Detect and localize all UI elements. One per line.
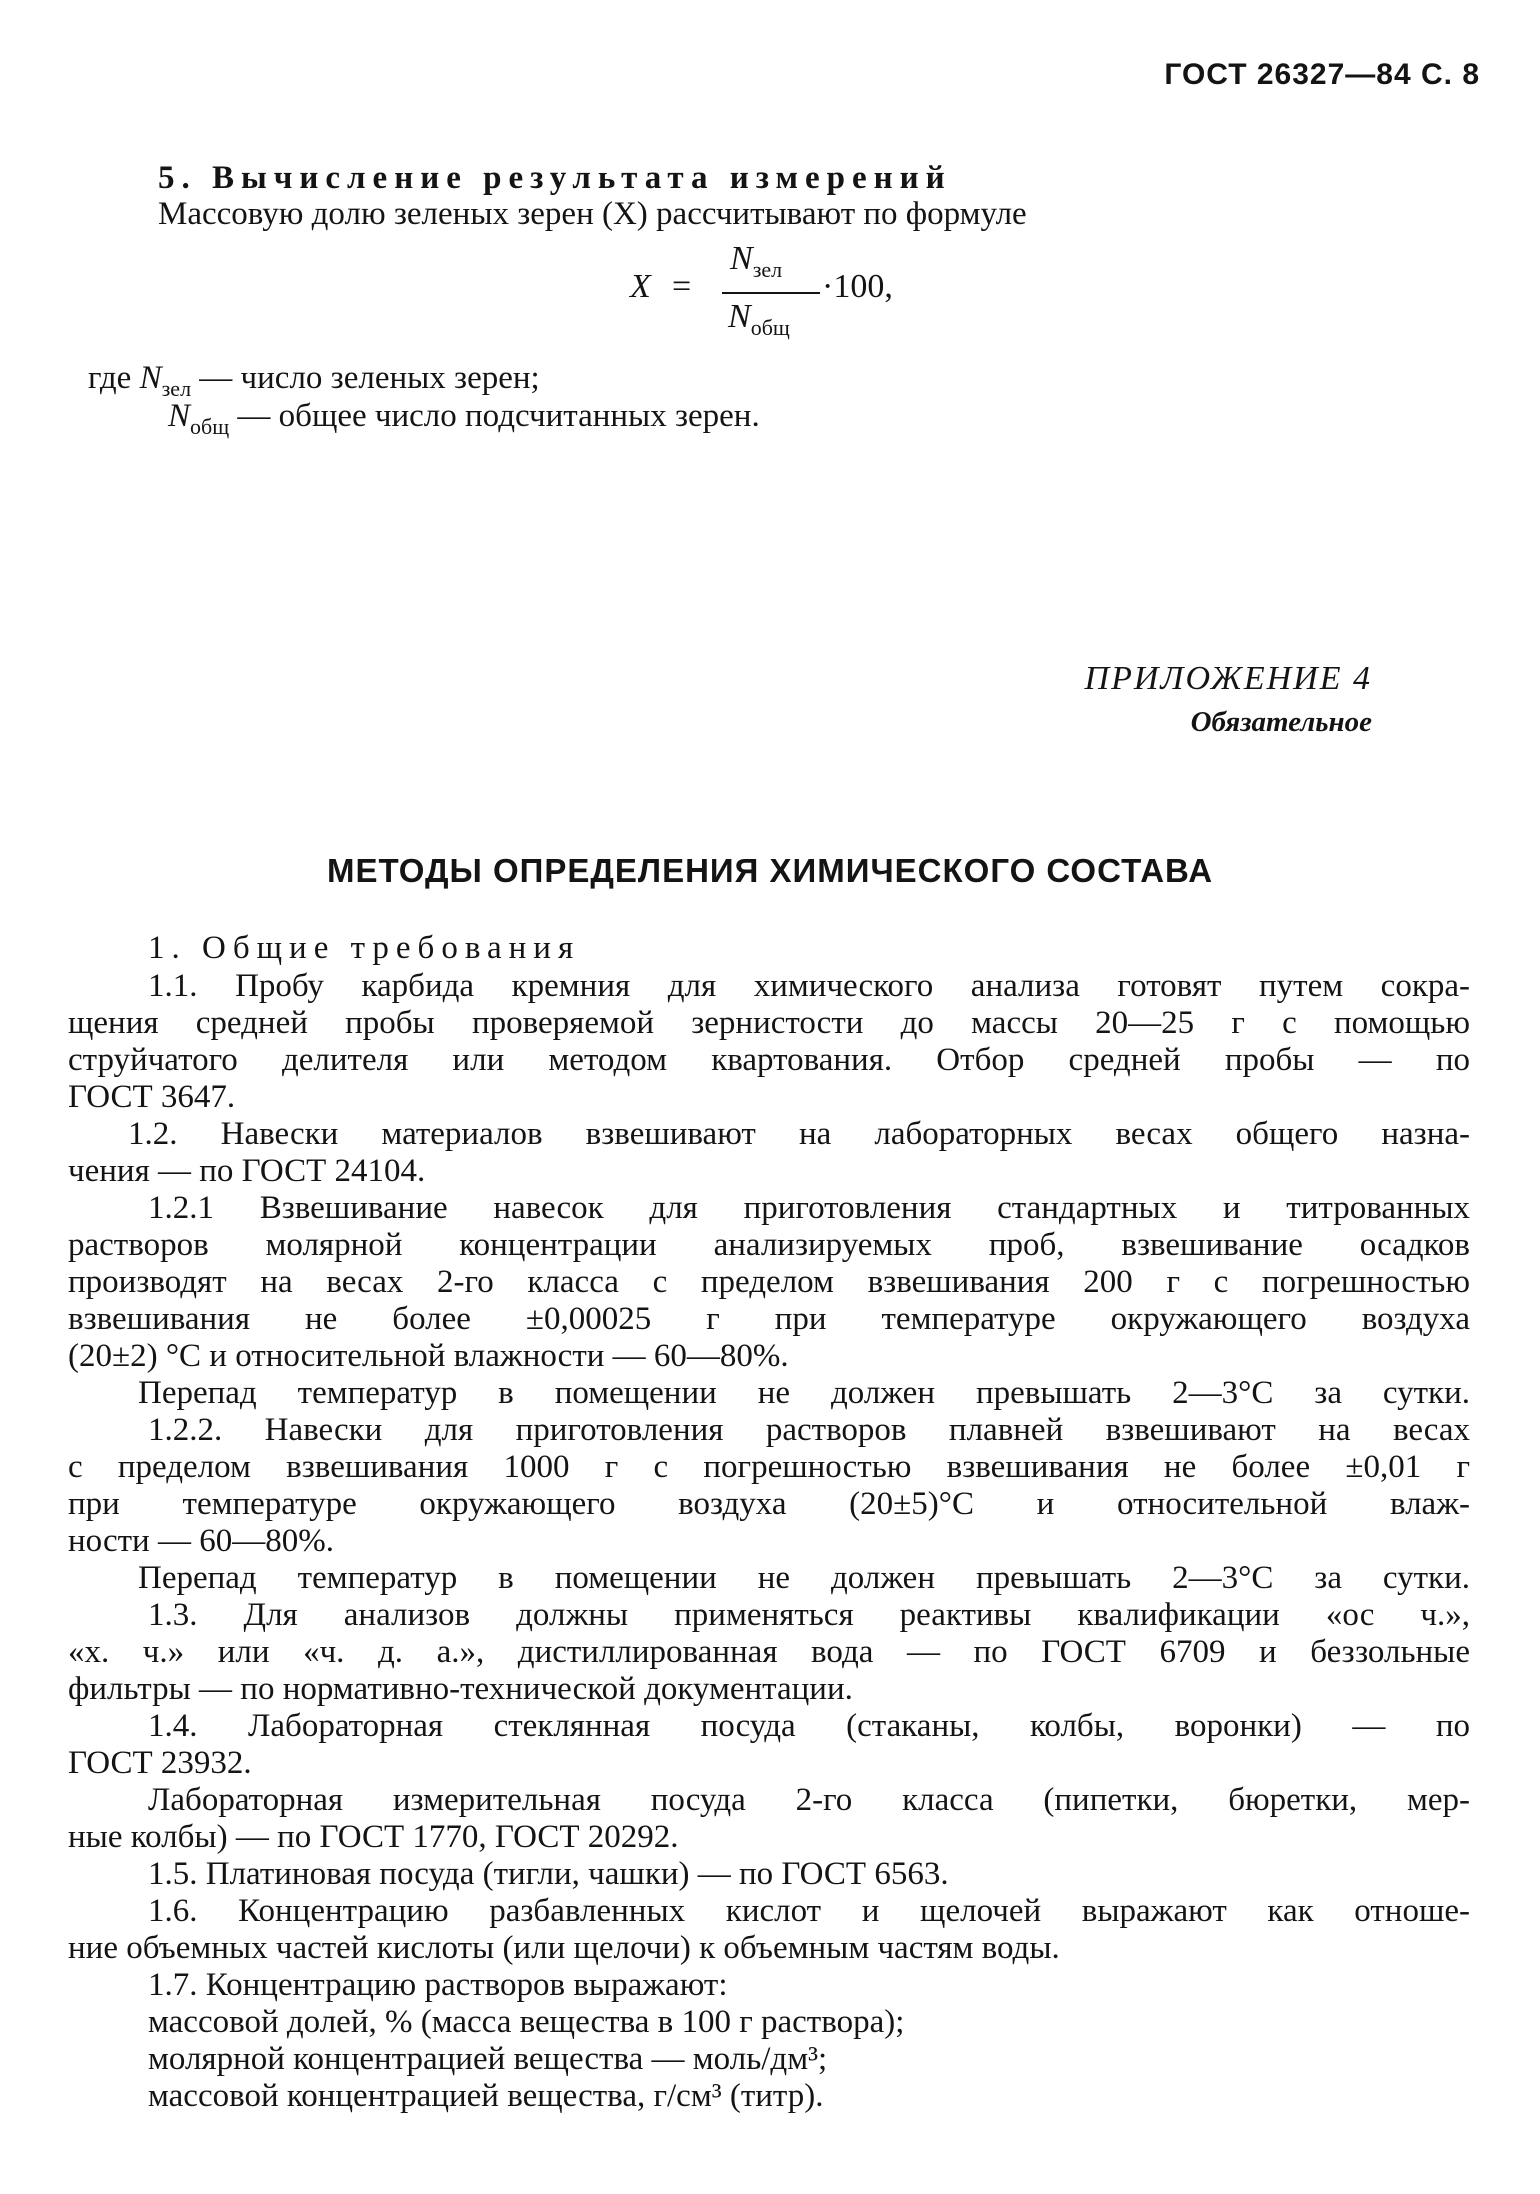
body-line: 1.7. Концентрацию растворов выражают: (148, 1967, 728, 2003)
calc-heading: 5. Вычисление результата измерений (158, 160, 952, 196)
body-line: 1.2.1 Взвешивание навесок для приготовления стандартных и титрованных (148, 1190, 1470, 1226)
body-line: Перепад температур в помещении не должен превышать 2—3°С за сутки. (138, 1560, 1470, 1596)
body-line: ние объемных частей кислоты (или щелочи) к объемным частям воды. (68, 1930, 1060, 1966)
body-line: «х. ч.» или «ч. д. а.», дистиллированная вода — по ГОСТ 6709 и беззольные (68, 1634, 1470, 1670)
body-line: чения — по ГОСТ 24104. (68, 1153, 426, 1189)
formula-multiplier: ·100, (822, 268, 893, 305)
calc-intro: Массовую долю зеленых зерен (X) рассчитывают по формуле (158, 196, 1027, 232)
formula-equals: = (672, 268, 692, 305)
body-line: 1.3. Для анализов должны применяться реактивы квалификации «ос ч.», (148, 1597, 1470, 1633)
appendix-block (1085, 660, 1372, 739)
body-line: 1.2.2. Навески для приготовления растворов плавней взвешивают на весах (148, 1412, 1470, 1448)
body-line: щения средней пробы проверяемой зернистости до массы 20—25 г с помощью (68, 1005, 1470, 1041)
body-line: ные колбы) — по ГОСТ 1770, ГОСТ 20292. (68, 1819, 679, 1855)
body-line: молярной концентрацией вещества — моль/дм³; (148, 2041, 828, 2077)
body-line: Перепад температур в помещении не должен превышать 2—3°С за сутки. (138, 1375, 1470, 1411)
appendix-label: ПРИЛОЖЕНИЕ 4 (1084, 660, 1372, 697)
body-line: 1.2. Навески материалов взвешивают на лабораторных весах общего назна- (128, 1116, 1470, 1152)
body-line: 1.5. Платиновая посуда (тигли, чашки) — по ГОСТ 6563. (148, 1856, 949, 1892)
formula-denominator: $N_{общ}$ (728, 298, 790, 340)
body-line: ГОСТ 23932. (68, 1745, 252, 1781)
formula (630, 240, 940, 340)
appendix-status: Обязательное (1190, 706, 1372, 738)
formula-lhs: X (630, 268, 651, 305)
body-line: с пределом взвешивания 1000 г с погрешностью взвешивания не более ±0,01 г (68, 1449, 1470, 1485)
body-line: 1.4. Лабораторная стеклянная посуда (стаканы, колбы, воронки) — по (148, 1708, 1470, 1744)
page-header: ГОСТ 26327—84 С. 8 (1164, 58, 1480, 91)
section-title: МЕТОДЫ ОПРЕДЕЛЕНИЯ ХИМИЧЕСКОГО СОСТАВА (326, 852, 1214, 889)
body-line: ГОСТ 3647. (68, 1079, 236, 1115)
body-line: фильтры — по нормативно-технической документации. (68, 1671, 853, 1707)
body-line: производят на весах 2-го класса с пределом взвешивания 200 г с погрешностью (68, 1264, 1470, 1300)
body-line: взвешивания не более ±0,00025 г при температуре окружающего воздуха (68, 1301, 1470, 1337)
body-line: Лабораторная измерительная посуда 2-го класса (пипетки, бюретки, мер- (148, 1782, 1470, 1818)
body-line: массовой долей, % (масса вещества в 100 г раствора); (148, 2004, 905, 2040)
body-line: при температуре окружающего воздуха (20±5)°С и относительной влаж- (68, 1486, 1470, 1522)
body-line: 1.6. Концентрацию разбавленных кислот и щелочей выражают как отноше- (148, 1893, 1470, 1929)
formula-numerator: $N_{зел}$ (730, 240, 783, 282)
body-line: 1.1. Пробу карбида кремния для химического анализа готовят путем сокра- (148, 968, 1470, 1004)
fraction-bar (722, 292, 820, 294)
body-line: массовой концентрацией вещества, г/см³ (титр). (148, 2078, 824, 2114)
body-line: растворов молярной концентрации анализируемых проб, взвешивание осадков (68, 1227, 1470, 1263)
body-line: струйчатого делителя или методом квартования. Отбор средней пробы — по (68, 1042, 1470, 1078)
where-line-2: $N_{общ}$ — общее число подсчитанных зерен. (168, 398, 760, 439)
body-line: ности — 60—80%. (68, 1523, 334, 1559)
where-line-1: где $N_{зел}$ — число зеленых зерен; (88, 360, 540, 401)
section-subheading: 1. Общие требования (148, 930, 581, 966)
body-line: (20±2) °С и относительной влажности — 60—80%. (68, 1338, 789, 1374)
